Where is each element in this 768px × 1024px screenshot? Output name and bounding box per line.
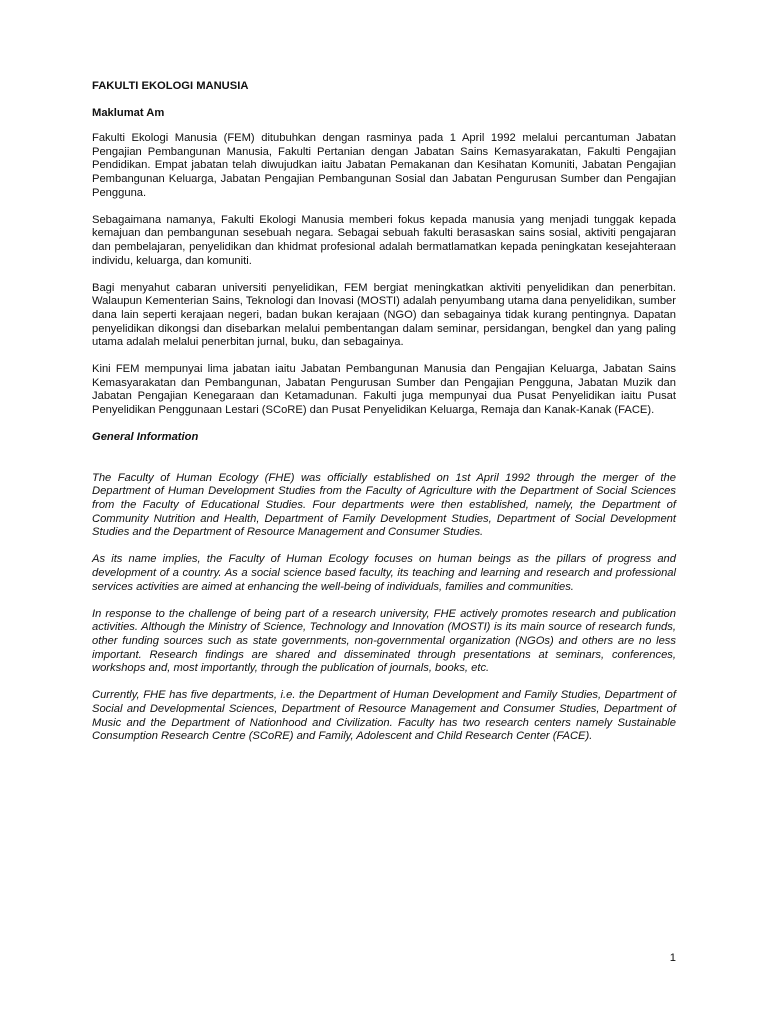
malay-section-heading: Maklumat Am: [92, 106, 165, 119]
english-paragraph-1: The Faculty of Human Ecology (FHE) was officially established on 1st April 1992 through the merger of the Department of Human Development Studies from the Faculty of Agriculture with the Department of Social Sciences from the Faculty of Educational Studies. Four departments were then established, namely, the Department of Community Nutrition and Health, Department of Family Development Studies, Department of Social Development Studies and the Department of Resource Management and Consumer Studies.: [92, 471, 676, 539]
english-paragraph-3: In response to the challenge of being part of a research university, FHE actively promotes research and publication activities. Although the Ministry of Science, Technology and Innovation (MOSTI) is its main source of research funds, other funding sources such as state governments, non-governmental organization (NGOs) and others are no less important. Research findings are shared and disseminated through presentations at seminars, conferences, workshops and, most importantly, through the publication of journals, books, etc.: [92, 607, 676, 675]
malay-paragraph-2: Sebagaimana namanya, Fakulti Ekologi Manusia memberi fokus kepada manusia yang menjadi tunggak kepada kemajuan dan pembangunan sesebuah negara. Sebagai sebuah fakulti berasaskan sains sosial, aktiviti pengajaran dan pembelajaran, penyelidikan dan khidmat profesional adalah bermatlamatkan kepada peningkatan kesejahteraan individu, keluarga, dan komuniti.: [92, 213, 676, 267]
english-section-heading: General Information: [92, 431, 199, 444]
document-page: [92, 80, 676, 757]
page-number: 1: [669, 952, 676, 964]
english-paragraph-2: As its name implies, the Faculty of Human Ecology focuses on human beings as the pillars of progress and development of a country. As a social science based faculty, its teaching and learning and research and professional services activities are aimed at enhancing the well-being of individuals, families and communities.: [92, 553, 676, 593]
malay-paragraph-4: Kini FEM mempunyai lima jabatan iaitu Jabatan Pembangunan Manusia dan Pengajian Keluarga, Jabatan Sains Kemasyarakatan dan Pembangunan, Jabatan Pengurusan Sumber dan Pengajian Pengguna, Jabatan Muzik dan Jabatan Pengajian Kenegaraan dan Ketamadunan. Fakulti juga mempunyai dua Pusat Penyelidikan iaitu Pusat Penyelidikan Penggunaan Lestari (SCoRE) dan Pusat Penyelidikan Keluarga, Remaja dan Kanak-Kanak (FACE).: [92, 363, 676, 417]
english-paragraph-4: Currently, FHE has five departments, i.e. the Department of Human Development and Family Studies, Department of Social and Developmental Sciences, Department of Resource Management and Consumer Studies, Department of Music and the Department of Nationhood and Civilization. Faculty has two research centers namely Sustainable Consumption Research Centre (SCoRE) and Family, Adolescent and Child Research Center (FACE).: [92, 689, 676, 743]
malay-paragraph-1: Fakulti Ekologi Manusia (FEM) ditubuhkan dengan rasminya pada 1 April 1992 melalui percantuman Jabatan Pengajian Pembangunan Manusia, Fakulti Pertanian dengan Jabatan Sains Kemasyarakatan, Fakulti Pengajian Pendidikan. Empat jabatan telah diwujudkan iaitu Jabatan Pemakanan dan Kesihatan Komuniti, Jabatan Pengajian Pembangunan Keluarga, Jabatan Pengajian Pembangunan Sosial dan Jabatan Pengurusan Sumber dan Pengajian Pengguna.: [92, 132, 676, 199]
malay-paragraph-3: Bagi menyahut cabaran universiti penyelidikan, FEM bergiat meningkatkan aktiviti penyelidikan dan penerbitan. Walaupun Kementerian Sains, Teknologi dan Inovasi (MOSTI) adalah penyumbang utama dana penyelidikan, sumber dana lain seperti kerajaan negeri, badan bukan kerajaan (NGO) dan sebagainya tidak kurang pentingnya. Dapatan penyelidikan dikongsi dan disebarkan melalui pembentangan dalam seminar, persidangan, bengkel dan yang paling utama adalah melalui penerbitan jurnal, buku, dan sebagainya.: [92, 281, 676, 349]
document-title: FAKULTI EKOLOGI MANUSIA: [92, 80, 249, 92]
